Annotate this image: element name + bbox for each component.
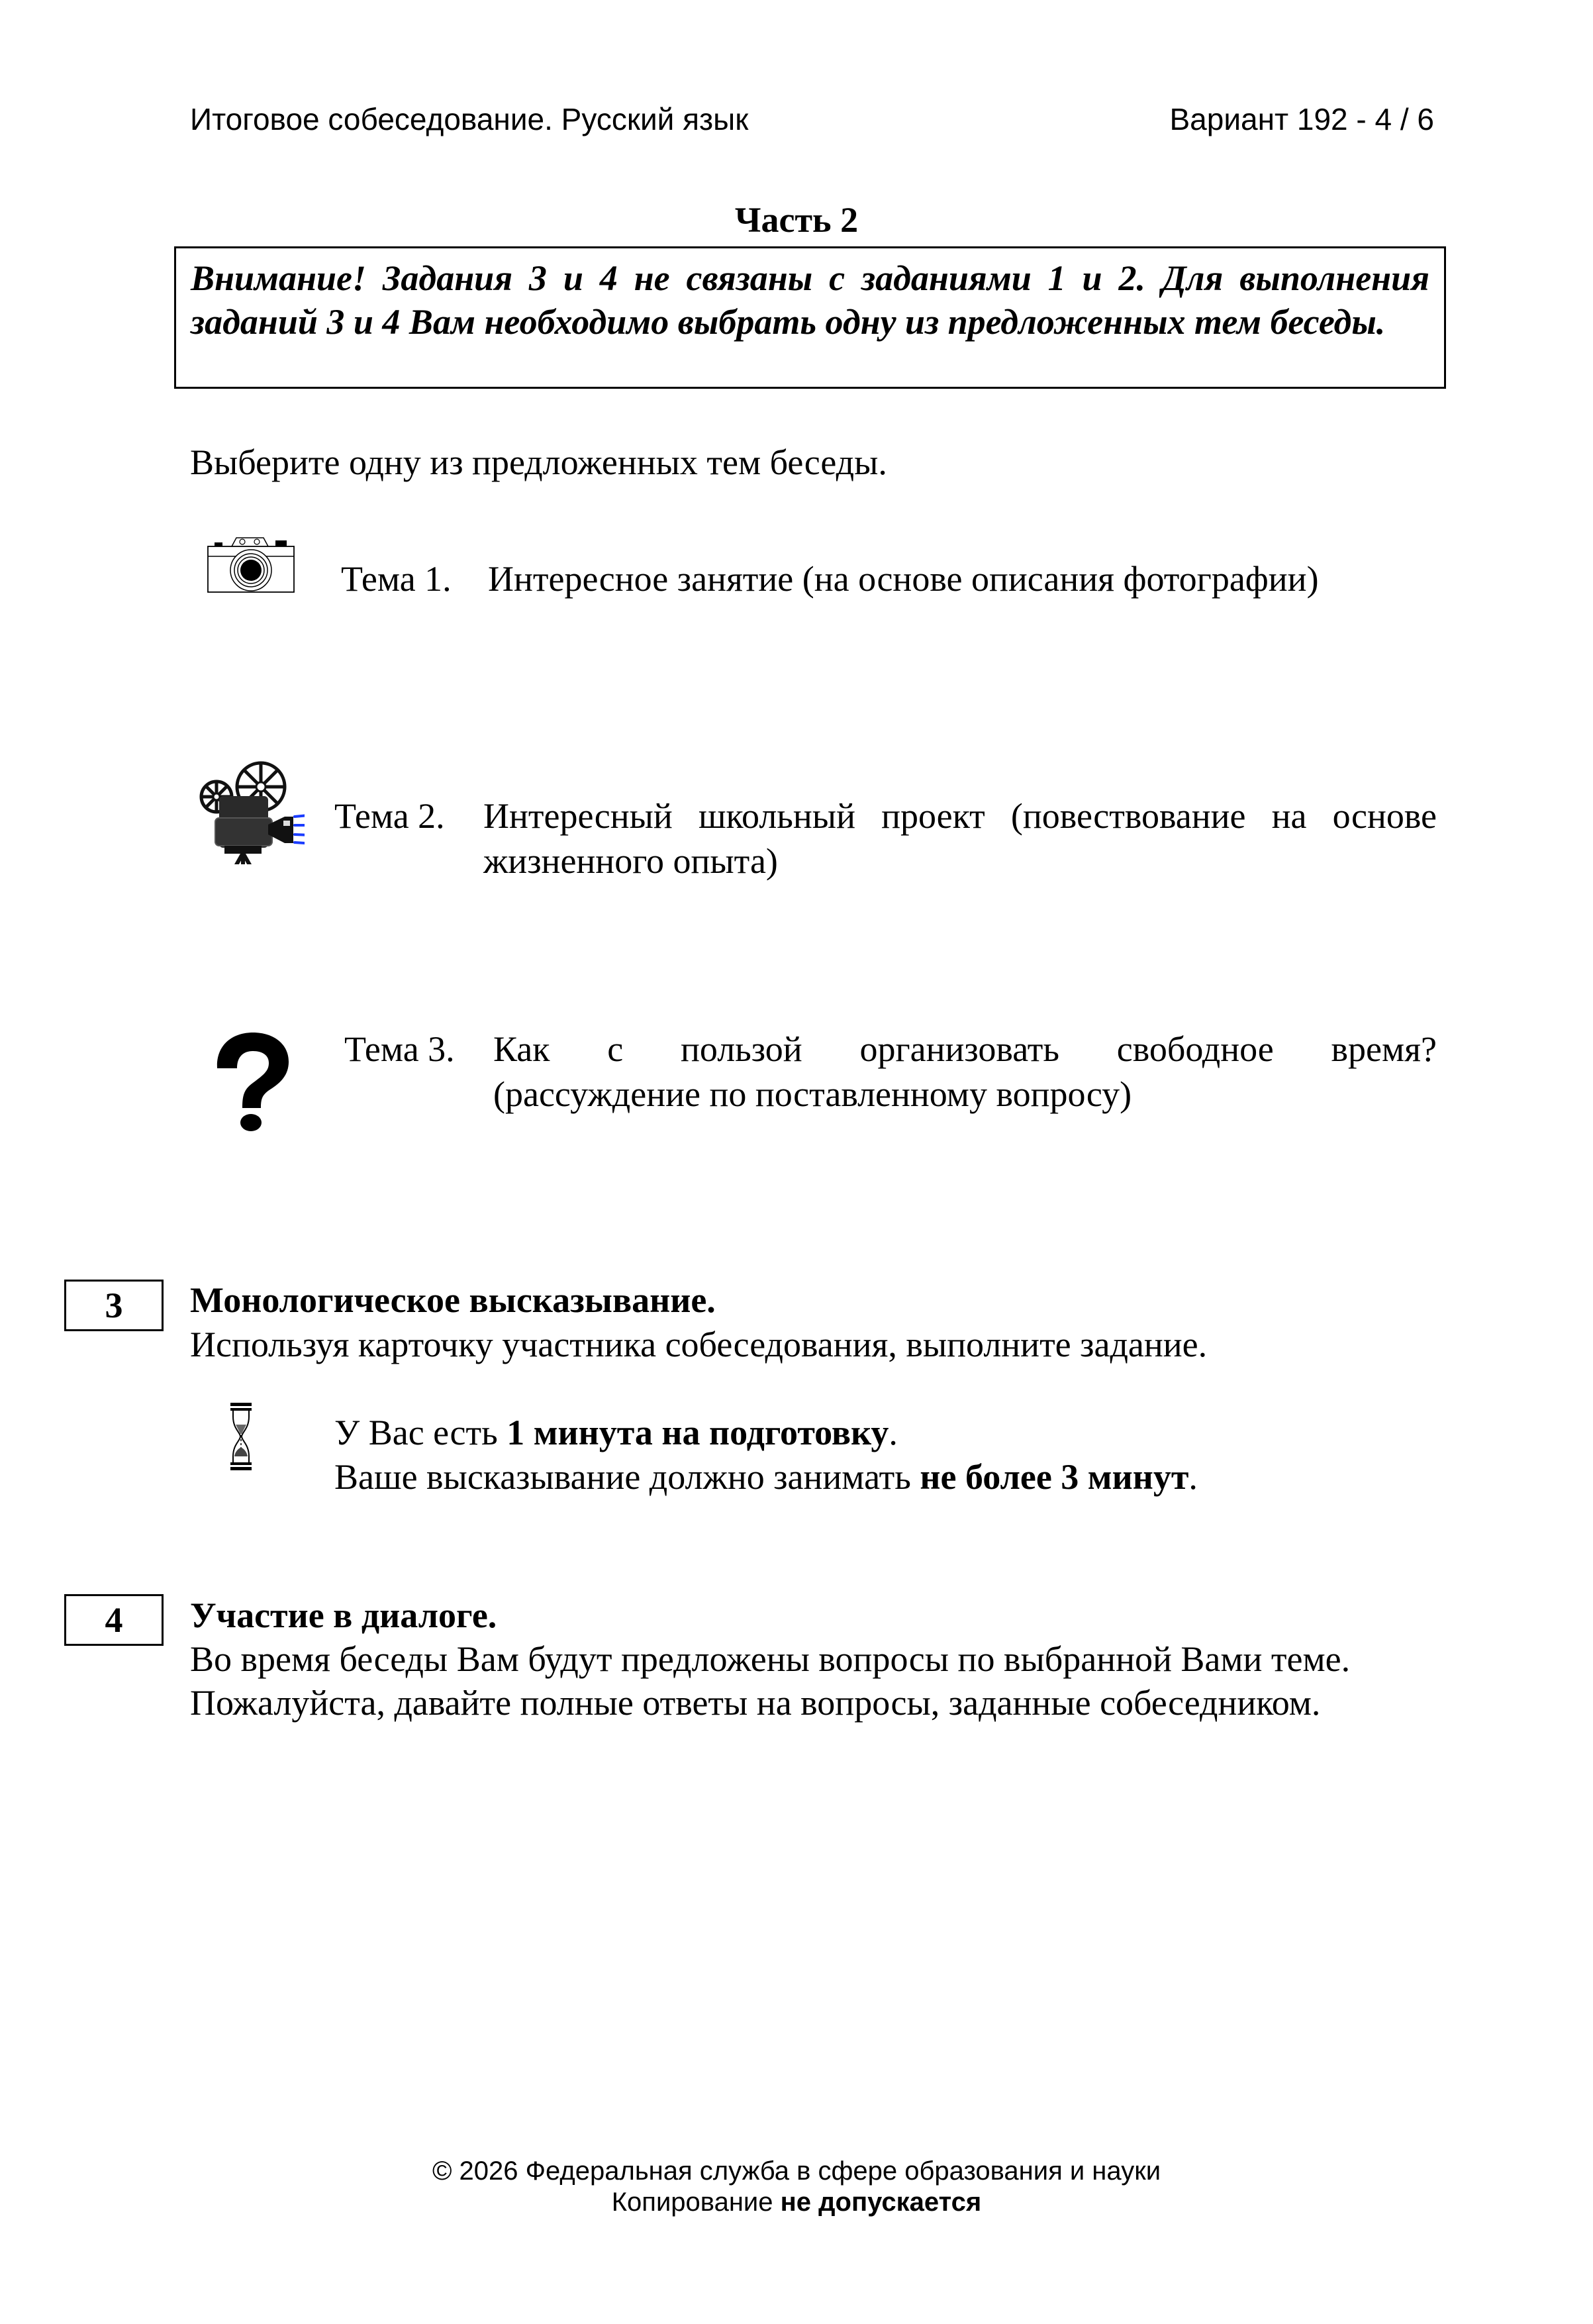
document-header-title: Итоговое собеседование. Русский язык: [190, 102, 749, 136]
question-mark-icon: [213, 1030, 293, 1133]
prep-time-prefix: У Вас есть: [334, 1413, 507, 1452]
theme-3-line: Как с пользой организовать свободное время?: [493, 1029, 1437, 1069]
footer-copyright: © 2026 Федеральная служба в сфере образования и науки: [432, 2156, 1161, 2186]
task-3-instruction: Используя карточку участника собеседования, выполните задание.: [190, 1325, 1208, 1364]
speech-time-prefix: Ваше высказывание должно занимать: [334, 1457, 920, 1497]
theme-3-label: Тема 3.: [344, 1029, 455, 1069]
theme-3-line: (рассуждение по поставленному вопросу): [493, 1074, 1132, 1114]
theme-1-text: [488, 556, 1460, 601]
notice-text: Внимание! Задания 3 и 4 не связаны с заданиями 1 и 2. Для выполнения заданий 3 и 4 Вам необходимо выбрать одну из предложенных тем беседы.: [191, 258, 1429, 342]
theme-2-label: Тема 2.: [334, 796, 445, 836]
task-4-number-box: 4: [64, 1594, 164, 1646]
notice-box: [174, 246, 1446, 389]
footer-copy-notice: [0, 2186, 1593, 2219]
theme-2-line: жизненного опыта): [483, 841, 778, 881]
theme-2-line: Интересный школьный проект (повествование на основе: [483, 796, 1437, 836]
speech-time-value: не более 3 минут: [920, 1457, 1189, 1497]
task-3-speech-time: [334, 1455, 1198, 1499]
task-3-prep-time: [334, 1411, 898, 1454]
part-title: Часть 2: [734, 200, 859, 240]
speech-time-suffix: .: [1188, 1457, 1198, 1497]
theme-2-text: [483, 793, 1437, 884]
theme-1-line: Интересное занятие (на основе описания фотографии): [488, 559, 1319, 599]
choose-prompt: Выберите одну из предложенных тем беседы.: [190, 442, 887, 482]
theme-3-text: [493, 1027, 1437, 1117]
film-projector-icon: [189, 755, 305, 864]
task-3-title: Монологическое высказывание.: [190, 1280, 716, 1320]
prep-time-suffix: .: [889, 1413, 898, 1452]
prep-time-value: 1 минута на подготовку: [507, 1413, 889, 1452]
task-4-line: Во время беседы Вам будут предложены вопросы по выбранной Вами теме.: [190, 1639, 1351, 1679]
copy-notice-bold: не допускается: [780, 2188, 982, 2217]
copy-notice-prefix: Копирование: [611, 2188, 781, 2217]
hourglass-icon: [229, 1402, 253, 1471]
theme-1-label: Тема 1.: [341, 559, 452, 599]
task-4-line: Пожалуйста, давайте полные ответы на вопросы, заданные собеседником.: [190, 1683, 1321, 1723]
task-4-title: Участие в диалоге.: [190, 1595, 497, 1635]
document-header-variant: Вариант 192 - 4 / 6: [1169, 102, 1434, 136]
task-3-number-box: 3: [64, 1280, 164, 1331]
camera-icon: [205, 534, 295, 597]
